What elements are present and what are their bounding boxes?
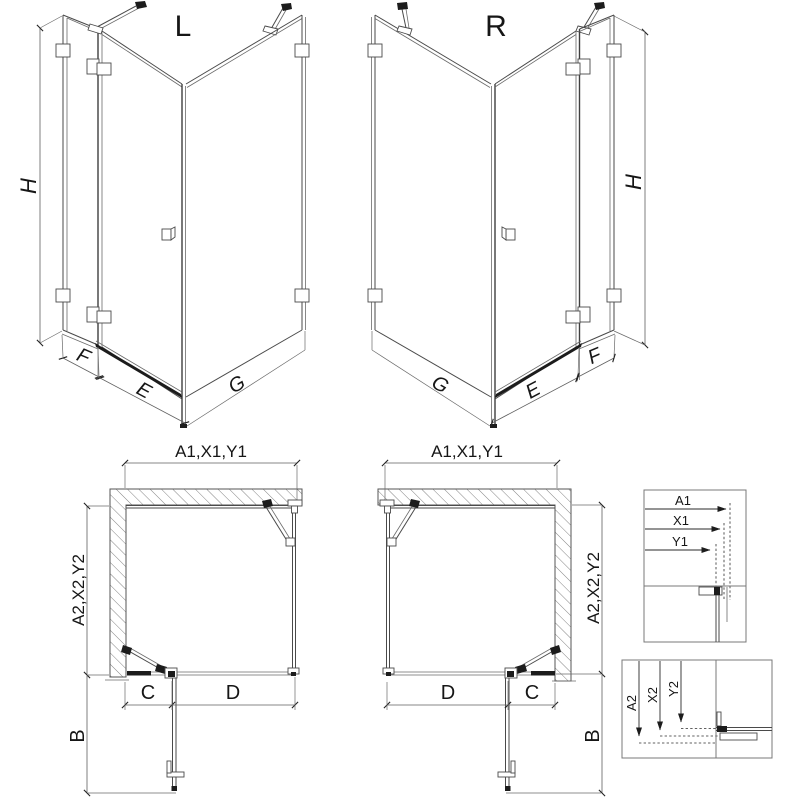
dim-e-right-label: E: [522, 377, 545, 404]
dim-d-right-label: D: [440, 682, 456, 704]
dim-f-right-label: F: [584, 343, 605, 369]
wall-bracket: [56, 289, 70, 302]
detail-y1-label: Y1: [672, 534, 688, 549]
door-hinge: [566, 311, 580, 323]
door-hinge: [566, 63, 580, 75]
corner-profile: [490, 84, 497, 428]
dim-e-left-label: E: [132, 377, 155, 404]
dim-b-right-label: B: [582, 729, 604, 743]
dim-a1x1y1-left-label: A1,X1,Y1: [175, 442, 247, 461]
glass-clamp: [292, 506, 298, 513]
left-side-panel: [368, 15, 491, 397]
dim-a2x2y2-left-label: A2,X2,Y2: [69, 554, 88, 626]
dim-c-d-left: [125, 677, 295, 710]
wall-profile: [531, 671, 555, 676]
door-hinge: [97, 311, 111, 323]
support-strut: [397, 2, 412, 35]
support-strut: [576, 2, 605, 35]
tray-and-bottom-dims: [372, 331, 615, 426]
door-handle-knob: [502, 227, 506, 240]
detail-y2-label: Y2: [666, 681, 681, 697]
glass-panels-plan: [380, 500, 555, 676]
dim-c-right-label: C: [524, 682, 540, 704]
glass-panels-plan: [126, 500, 302, 676]
detail-x2-label: X2: [645, 687, 660, 703]
dim-g-left-label: G: [224, 371, 250, 399]
wall-bracket: [607, 44, 621, 57]
wall-profile: [127, 671, 151, 676]
dim-c-d-right: [387, 681, 555, 710]
dim-a1x1y1-right-label: A1,X1,Y1: [431, 442, 503, 461]
wall-bracket: [368, 44, 382, 57]
dim-g-right-label: G: [427, 371, 453, 399]
iso-view-left-version: [16, 1, 309, 428]
door-handle-knob: [162, 229, 171, 240]
hatched-wall: [378, 489, 571, 681]
wall-bracket: [368, 289, 382, 302]
door-handle-knob: [171, 227, 175, 240]
detail-box-a1x1y1: [644, 490, 746, 642]
detail-box-a2x2y2: [622, 660, 772, 758]
glass-clamp: [288, 500, 302, 506]
hinge-column: [566, 29, 590, 347]
door-panel: [495, 31, 576, 399]
detail-x1-label: X1: [673, 513, 689, 528]
dim-c-left-label: C: [140, 682, 156, 704]
glass-clamp: [380, 500, 394, 506]
plan-view-right-version: [378, 442, 604, 793]
door-handle: [511, 761, 515, 773]
plan-view-left-version: [67, 442, 302, 793]
profile-section: [699, 587, 727, 642]
dim-b-left: [67, 675, 176, 793]
version-r-label: R: [485, 10, 507, 43]
door-handle: [167, 761, 171, 773]
detail-a1-label: A1: [675, 493, 691, 508]
iso-view-right-version: [368, 2, 646, 428]
wall-bracket: [56, 44, 70, 57]
dim-b-left-label: B: [67, 729, 89, 743]
dim-h-left: [16, 16, 62, 343]
profile-section: [716, 712, 772, 740]
support-strut: [263, 3, 292, 35]
glass-clamp: [385, 506, 391, 513]
wall-bracket: [295, 289, 309, 302]
door-assembly-plan: [498, 645, 561, 791]
support-strut: [88, 1, 147, 34]
door-hinge: [97, 63, 111, 75]
dim-h-left-label: H: [16, 178, 41, 194]
hatched-wall: [110, 489, 302, 677]
wall-bracket: [295, 44, 309, 57]
dim-a2x2y2-left: [69, 506, 109, 675]
detail-a2-label: A2: [624, 695, 639, 711]
wall-bracket: [607, 289, 621, 302]
tray-and-bottom-dims: [62, 331, 305, 426]
version-l-label: L: [174, 10, 192, 43]
door-panel: [102, 31, 182, 399]
corner-profile: [180, 84, 187, 428]
right-side-panel: [186, 15, 309, 397]
door-assembly-plan: [121, 645, 184, 791]
dim-a2x2y2-right-label: A2,X2,Y2: [584, 552, 603, 624]
dim-d-left-label: D: [225, 682, 241, 704]
dim-f-left-label: F: [73, 343, 94, 369]
hinge-column: [87, 29, 111, 347]
dim-h-right-label: H: [621, 174, 646, 190]
door-handle-knob: [506, 229, 515, 240]
